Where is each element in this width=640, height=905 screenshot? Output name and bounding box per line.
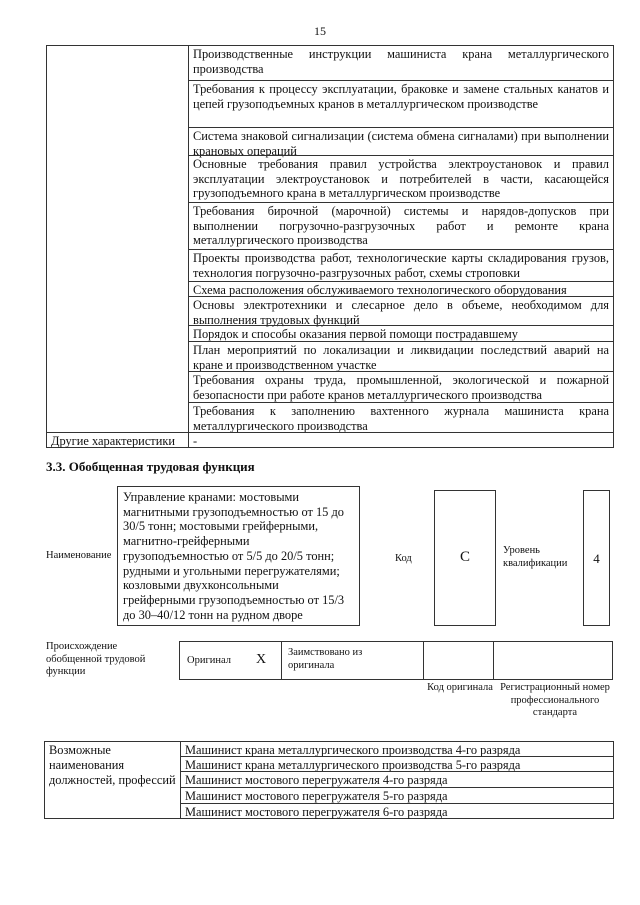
borrowed-label: Заимствовано из оригинала [288,647,363,671]
level-value: 4 [593,551,600,566]
list-item: Машинист крана металлургического производства 5-го разряда [180,756,614,772]
list-item: Машинист мостового перегружателя 5-го разряда [180,787,614,804]
divider [281,642,282,679]
origin-label: Происхождение обобщенной трудовой функции [46,641,146,677]
divider [423,642,424,679]
name-label: Наименование [46,550,112,561]
table-row: Требования охраны труда, промышленной, экологической и пожарной безопасности при работе кранов металлургического производства [188,371,614,403]
divider [493,642,494,679]
code-value: C [459,549,470,565]
original-code-caption: Код оригинала [427,682,493,693]
list-item: Машинист мостового перегружателя 6-го разряда [180,803,614,819]
table-row: Основы электротехники и слесарное дело в объеме, необходимом для выполнения трудовых функций [188,296,614,326]
table-row: План мероприятий по локализации и ликвидации последствий аварий на кране и производственном участке [188,341,614,372]
code-box [434,490,496,626]
registration-number-caption: Регистрационный номер профессионального стандарта [500,682,610,718]
list-item: Машинист мостового перегружателя 4-го разряда [180,771,614,788]
table-row: Система знаковой сигнализации (система обмена сигналами) при выполнении крановых операций [188,127,614,156]
gtf-name-value: Управление кранами: мостовыми магнитными грузоподъемностью от 15 до 30/5 тонн; мостовыми грейферными, магнитно-грейферными грузоподъемностью от 5/5 до 20/5 тонн; рудными и угольными перегружателями; козловыми двухконсольными грейферными грузоподъемностью от 15/3 до 30–40/12 тонн на рудном дворе [117,486,360,626]
table-row: Требования бирочной (марочной) системы и нарядов-допусков при выполнении погрузочно-разгрузочных работ и ремонте крана металлургического производства [188,202,614,250]
section-title: 3.3. Обобщенная трудовая функция [46,459,255,474]
other-characteristics-value: - [188,432,614,448]
table-row: Схема расположения обслуживаемого технологического оборудования [188,281,614,297]
table-left-column [46,45,189,433]
other-characteristics-label: Другие характеристики [46,432,189,448]
level-label: Уровень квалификации [503,545,568,569]
table-row: Порядок и способы оказания первой помощи пострадавшему [188,325,614,342]
table-row: Производственные инструкции машиниста крана металлургического производства [188,45,614,81]
table-row: Проекты производства работ, технологические карты складирования грузов, технология погрузочно-разгрузочных работ, схемы строповки [188,249,614,282]
table-row: Основные требования правил устройства электроустановок и правил эксплуатации электроустановок и потребителей в части, касающейся грузоподъемного крана в металлургическом производстве [188,155,614,203]
origin-table [179,641,613,680]
original-label: Оригинал [187,655,231,666]
original-mark: X [256,652,267,667]
page-number: 15 [314,24,326,38]
table-row: Требования к заполнению вахтенного журнала машиниста крана металлургического производства [188,402,614,433]
table-row: Требования к процессу эксплуатации, браковке и замене стальных канатов и цепей грузоподъемных кранов в металлургическом производстве [188,80,614,128]
level-box [583,490,610,626]
code-label: Код [395,553,412,564]
list-item: Машинист крана металлургического производства 4-го разряда [180,741,614,757]
positions-label: Возможные наименования должностей, профессий [44,741,181,819]
